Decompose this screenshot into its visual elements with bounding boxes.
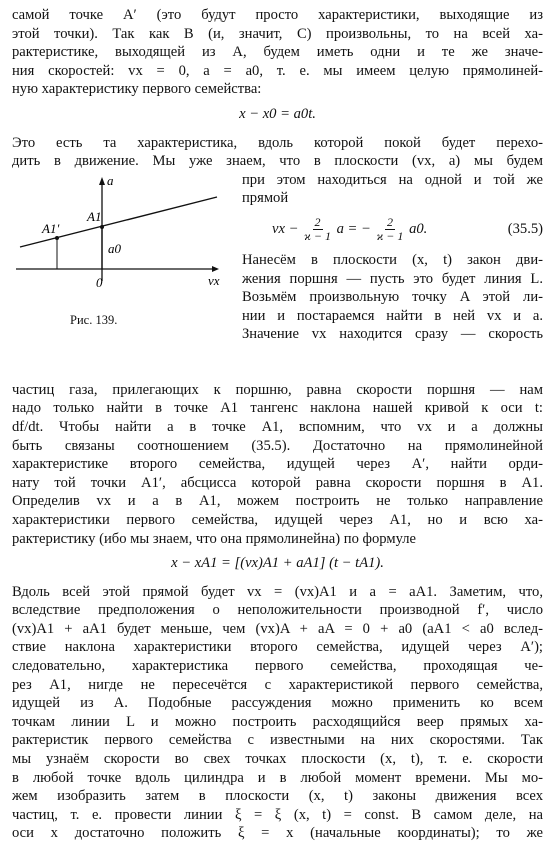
text-line: идущей из A. Подобные рассуждения можно применить ко всем bbox=[12, 695, 543, 712]
origin-label: 0 bbox=[96, 274, 103, 290]
text-line: Нанесём в плоскости (x, t) закон дви- bbox=[242, 251, 543, 268]
fraction: $\frac{2}{ϰ - 1}$ bbox=[304, 214, 331, 243]
text-line: Вдоль всей этой прямой будет vx = (vx)A1 и a = aA1. Заметим, что, bbox=[12, 583, 543, 600]
eq-left: vx − bbox=[272, 220, 303, 237]
fraction: $\frac{2}{ϰ - 1}$ bbox=[376, 214, 404, 243]
equation-first-family: x − xA1 = [(vx)A1 + aA1] (t − tA1). bbox=[171, 555, 384, 572]
text-line: рактеристик первого семейства с известными на них скоростями. Так bbox=[12, 732, 543, 749]
vx-axis-label: vx bbox=[208, 272, 220, 288]
text-line: этой точки). Так как B (и, значит, C) произвольны, то на всей ха- bbox=[12, 25, 543, 42]
text-line: вследствие предположения о неположительности производной f′, число bbox=[12, 602, 543, 619]
a-axis-arrow bbox=[99, 177, 105, 185]
text-line: (vx)A1 + aA1 будет меньше, чем (vx)A + aA = 0 + a0 (aA1 < a0 вслед- bbox=[12, 620, 543, 637]
vx-axis-arrow bbox=[212, 266, 219, 272]
eq-right: a0. bbox=[409, 220, 428, 237]
a-axis-label: a bbox=[107, 172, 114, 188]
body-paragraph bbox=[12, 381, 543, 548]
text-line: нии и постараемся найти в ней vx и a. bbox=[242, 307, 543, 324]
text-line: Значение vx находится сразу — скорость bbox=[242, 326, 543, 343]
text-line: жем изобразить затем в плоскости (x, t) законы движения всех bbox=[12, 788, 543, 805]
a1prime-label: A1′ bbox=[42, 220, 60, 236]
text-line: df/dt. Чтобы найти a в точке A1, вспомним, что vx и a должны bbox=[12, 418, 543, 435]
a1-label: A1 bbox=[87, 208, 102, 224]
eq-mid: a = − bbox=[336, 220, 371, 237]
text-line: ствие наклона характеристики второго семейства, идущей через A′); bbox=[12, 639, 543, 656]
figure-caption: Рис. 139. bbox=[70, 312, 118, 327]
text-line: Возьмём произвольную точку A этой ли- bbox=[242, 289, 543, 306]
equation-characteristic: x − x0 = a0t. bbox=[239, 105, 316, 122]
text-line: частиц газа, прилегающих к поршню, равна скорости поршня — нам bbox=[12, 381, 543, 398]
text-line: дить в движение. Мы уже знаем, что в плоскости (vx, a) мы будем bbox=[12, 153, 543, 170]
text-line: частиц, т. е. провести линии ξ = ξ (x, t) = const. В самом деле, на bbox=[12, 806, 543, 823]
text-line: жения поршня — пусть это будет линия L. bbox=[242, 270, 543, 287]
text-line: при этом находиться на одной и той же bbox=[242, 171, 543, 188]
text-line: рез A1, нигде не пересечётся с характеристикой первого семейства, bbox=[12, 676, 543, 693]
side-text bbox=[242, 171, 543, 344]
text-line: ния скоростей: vx = 0, a = a0, т. е. мы имеем целую прямолиней- bbox=[12, 62, 543, 79]
text-line: нату той точки A1′, абсцисса которой равна скорости поршня в A1. bbox=[12, 474, 543, 491]
text-line: ную характеристику первого семейства: bbox=[12, 81, 262, 98]
text-line: Это есть та характеристика, вдоль которой покой будет перехо- bbox=[12, 134, 543, 151]
figure-139 bbox=[12, 173, 222, 293]
equation-number: (35.5) bbox=[507, 221, 543, 238]
text-line: характеристики первого семейства, идущей через A1, но и всю ха- bbox=[12, 511, 543, 528]
a0-label: a0 bbox=[108, 240, 121, 256]
text-line: точкам линии L и можно построить расходящийся веер прямых ха- bbox=[12, 713, 543, 730]
text-line: следовательно, характеристика первого семейства, проходящая че- bbox=[12, 658, 543, 675]
final-paragraph bbox=[12, 583, 543, 843]
text-line: в любой точке вдоль цилиндра и в любой момент времени. Мы мо- bbox=[12, 769, 543, 786]
figure-block bbox=[12, 171, 543, 381]
text-line: мы узнаём скорости во свех точках плоскости (x, t), т. е. скорости bbox=[12, 751, 543, 768]
top-paragraph bbox=[12, 6, 543, 99]
mid-paragraph bbox=[12, 134, 543, 171]
text-line: Определив vx и a в A1, можем построить не только направление bbox=[12, 493, 543, 510]
text-line: характеристике второго семейства, идущей через A′, найти орди- bbox=[12, 456, 543, 473]
text-line: быть связаны соотношением (35.5). Достаточно на прямолинейной bbox=[12, 437, 543, 454]
text-line: оси x достаточно положить ξ = x (начальные координаты); то же bbox=[12, 825, 543, 842]
text-line: рактеристику (ибо мы знаем, что она прямолинейна) по формуле bbox=[12, 530, 416, 547]
text-line: самой точке A′ (это будут просто характеристики, выходящие из bbox=[12, 7, 543, 23]
point-a1prime bbox=[55, 236, 59, 240]
text-line: прямой bbox=[242, 190, 289, 207]
text-line: надо только найти в точке A1 тангенс наклона нашей кривой к оси t: bbox=[12, 400, 543, 417]
text-line: рактеристике, выходящей из A, будем иметь одни и те же значе- bbox=[12, 44, 543, 61]
equation-35-5 bbox=[272, 216, 543, 243]
